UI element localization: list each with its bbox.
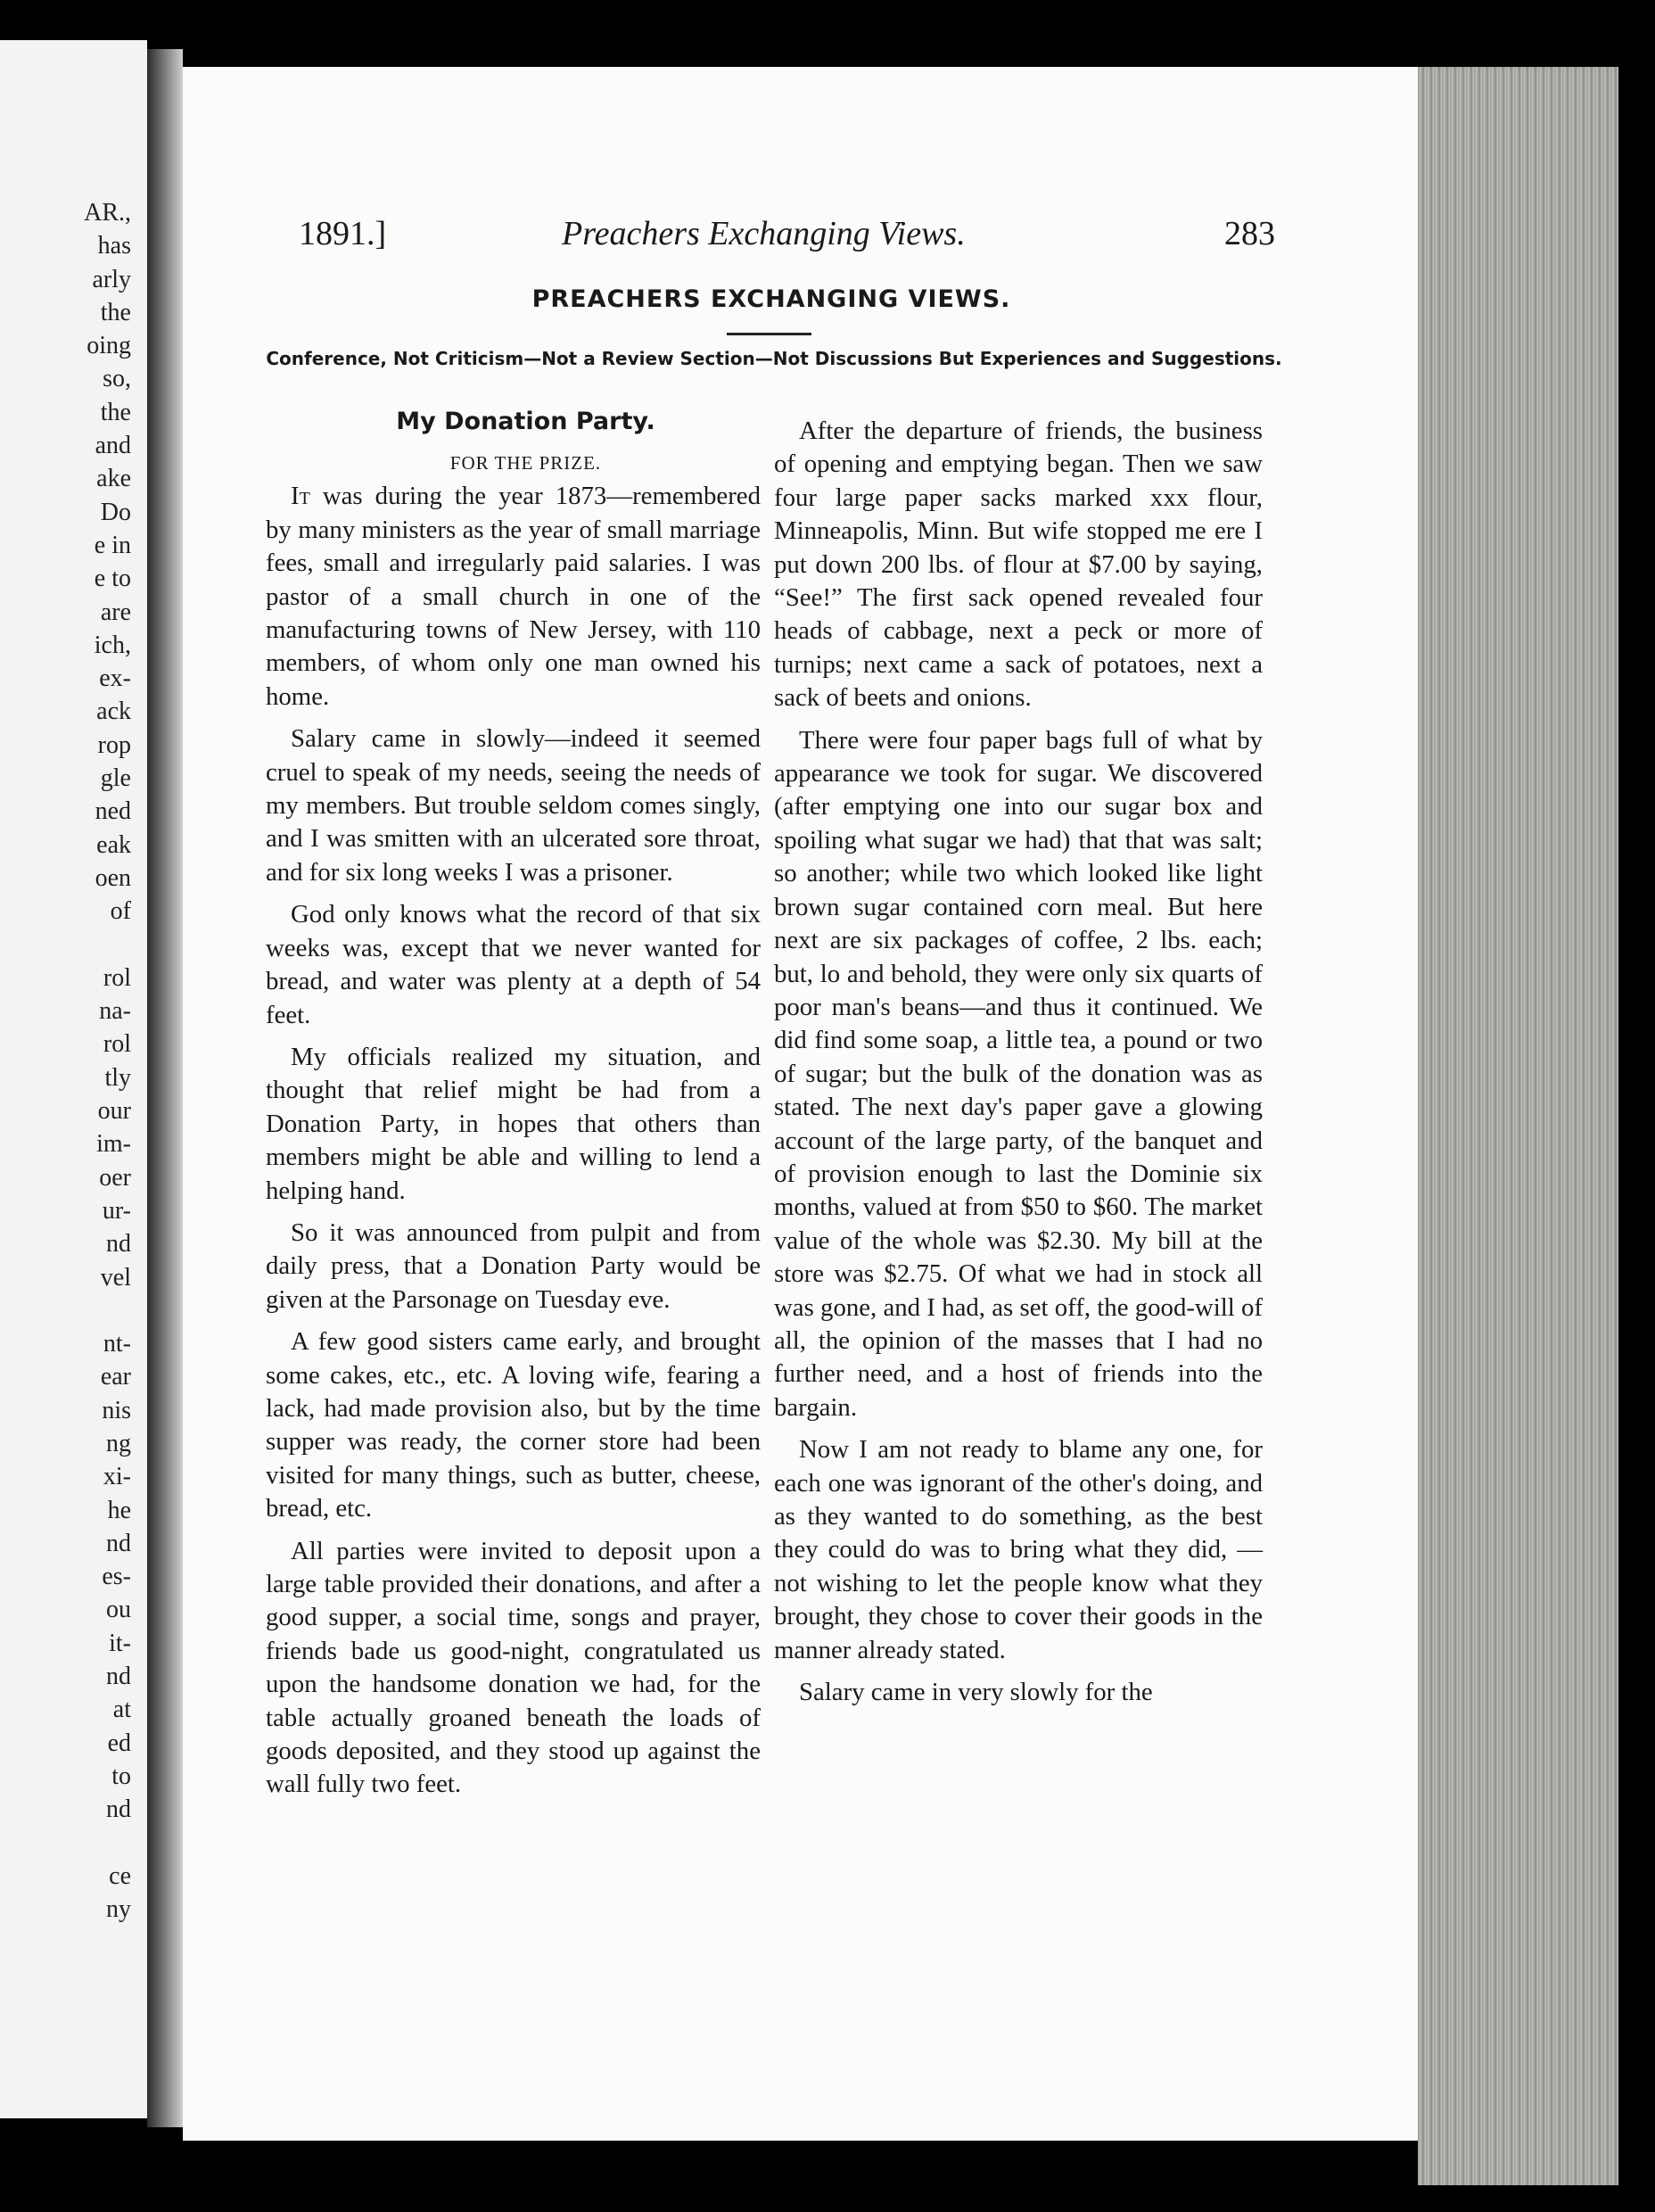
paragraph: All parties were invited to deposit upon a large table provided their donations, and after a good supper, a social time, songs and prayer, friends bade us good-night, congratulated us upon the handsome donation we had, for the table actually groaned beneath the loads of goods deposited, and they stood up against the wall fully two feet. (266, 1536, 761, 1799)
paragraph: A few good sisters came early, and brought some cakes, etc., etc. A loving wife, fearing a lack, had made provision also, but by the time supper was ready, the corner store had been visited for many things, such as butter, cheese, bread, etc. (266, 1327, 761, 1523)
paragraph: So it was announced from pulpit and from daily press, that a Donation Party would be given at the Parsonage on Tuesday eve. (266, 1217, 761, 1314)
right-paragraphs (774, 415, 1263, 1709)
drop-word: It (291, 482, 323, 511)
book-gutter (147, 49, 183, 2127)
article-subtitle: FOR THE PRIZE. (449, 452, 602, 474)
section-subtitle: Conference, Not Criticism—Not a Review Section—Not Discussions But Experiences and Suggestions. (266, 348, 1282, 369)
paragraph: Salary came in slowly—indeed it seemed cruel to speak of my needs, seeing the needs of my members. But trouble seldom comes singly, and I was smitten with an ulcerated sore throat, and for six long weeks I was a prisoner. (266, 724, 761, 887)
running-head (299, 214, 1275, 259)
left-page-fragments: AR., has arly the oing so, the and ake Do e in e to are ich, ex- ack rop gle ned eak oen of rol na- rol tly our im- oer ur- nd vel nt- ear nis ng xi- he nd es- ou it- nd at ed to nd ce ny (84, 199, 131, 1924)
paragraph: Salary came in very slowly for the (799, 1678, 1153, 1707)
paragraph: After the departure of friends, the business of opening and emptying began. Then we saw four large paper sacks marked xxx flour, Minneapolis, Minn. But wife stopped me ere I put down 200 lbs. of flour at $7.00 by saying, “See!” The first sack opened revealed four heads of cabbage, next a peck or more of turnips; next came a sack of potatoes, next a sack of beets and onions. (774, 417, 1263, 713)
page-number: 283 (1224, 215, 1275, 252)
article-title: My Donation Party. (396, 408, 655, 435)
paragraph: My officials realized my situation, and thought that relief might be had from a Donation Party, in hopes that others than members might be able and willing to lend a helping hand. (266, 1042, 761, 1205)
header-year: 1891.] (299, 215, 387, 252)
column-right (774, 415, 1263, 1709)
title-rule (727, 333, 811, 335)
page-edges (1418, 67, 1618, 2185)
section-title: PREACHERS EXCHANGING VIEWS. (531, 285, 1011, 313)
paragraph: God only knows what the record of that six weeks was, except that we never wanted for bread, and water was plenty at a depth of 54 feet. (266, 900, 761, 1029)
paragraph: Now I am not ready to blame any one, for each one was ignorant of the other's doing, and as they wanted to do something, as the best they could do was to bring what they did, —not wishing to let the people know what they brought, they chose to cover their goods in the manner already stated. (774, 1435, 1263, 1664)
paragraph: There were four paper bags full of what by appearance we took for sugar. We discovered (after emptying one into our sugar box and spoiling what sugar we had) that that was salt; so another; while two which looked like light brown sugar contained corn meal. But here next are six packages of coffee, 2 lbs. each; but, lo and behold, they were only six quarts of poor man's beans—and thus it continued. We did find some soap, a little tea, a pound or two of sugar; but the bulk of the donation was as stated. The next day's paper gave a glowing account of the large party, of the banquet and of provision enough to last the Dominie six months, valued at from $50 to $60. The market value of the whole was $2.30. My bill at the store was $2.75. Of what we had in stock all was gone, and I had, as set off, the good-will of all, the opinion of the masses that I had no further need, and a host of friends into the bargain. (774, 725, 1263, 1422)
left-page (0, 40, 147, 2118)
header-title: Preachers Exchanging Views. (562, 215, 966, 252)
left-paragraphs (266, 480, 761, 1801)
paragraph: It was during the year 1873—remembered by many ministers as the year of small marriage fees, small and irregularly paid salaries. I was pastor of a small church in one of the manufacturing towns of New Jersey, with 110 members, of whom only one man owned his home. (266, 482, 761, 711)
column-left (266, 406, 761, 1802)
